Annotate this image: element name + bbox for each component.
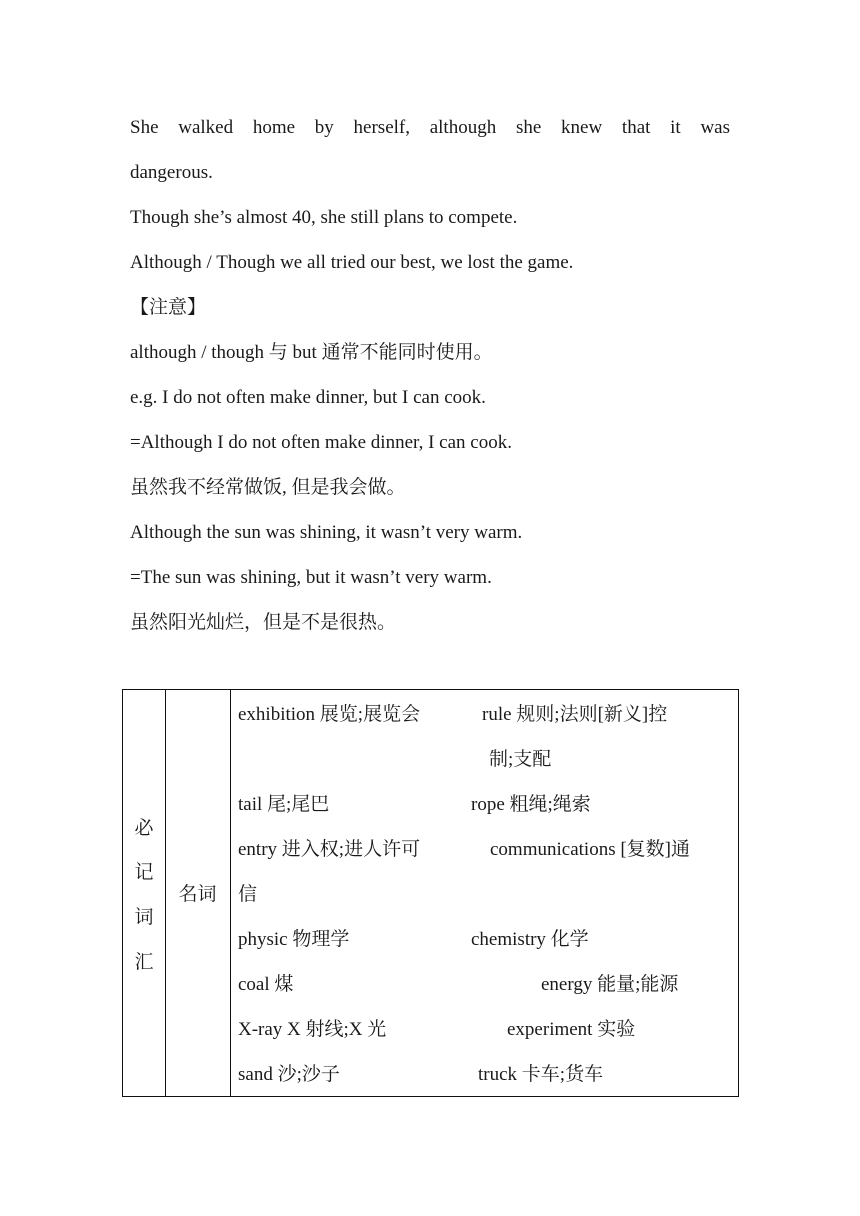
vocab-entry: X-ray X 射线;X 光 [238,1019,387,1040]
example-rewrite: =Although I do not often make dinner, I can cook. [130,432,512,453]
example-translation: 虽然阳光灿烂，但是不是很热。 [130,612,397,633]
category-char: 汇 [134,952,154,973]
vocab-table [122,689,739,1097]
vocab-entry: chemistry 化学 [471,929,589,950]
part-of-speech-label: 名词 [178,884,217,905]
vocab-entry: rope 粗绳;绳索 [471,794,591,815]
category-char: 记 [134,862,154,883]
note-rule: although / though 与 but 通常不能同时使用。 [130,342,493,363]
paragraph-line: dangerous. [130,162,213,183]
note-heading: 【注意】 [130,297,207,318]
vocab-entry: exhibition 展览;展览会 [238,704,421,725]
vocab-entry: sand 沙;沙子 [238,1064,340,1085]
paragraph-line: Though she’s almost 40, she still plans to compete. [130,207,518,228]
column-divider [230,690,231,1096]
vocab-entry: coal 煤 [238,974,294,995]
vocab-entry: communications [复数]通 [490,839,690,860]
example-sentence: Although the sun was shining, it wasn’t very warm. [130,522,523,543]
example-sentence: e.g. I do not often make dinner, but I can cook. [130,387,486,408]
example-translation: 虽然我不经常做饭, 但是我会做。 [130,477,406,498]
vocab-entry: energy 能量;能源 [541,974,679,995]
category-char: 词 [134,907,154,928]
example-rewrite: =The sun was shining, but it wasn’t very warm. [130,567,492,588]
vocab-entry: truck 卡车;货车 [478,1064,604,1085]
vocab-entry: experiment 实验 [507,1019,636,1040]
paragraph-line: Although / Though we all tried our best, we lost the game. [130,252,574,273]
vocab-entry: physic 物理学 [238,929,350,950]
vocab-entry: 制;支配 [489,749,552,770]
vocab-entry: tail 尾;尾巴 [238,794,330,815]
vocab-entry: entry 进入权;进人许可 [238,839,421,860]
vocab-entry: rule 规则;法则[新义]控 [482,704,668,725]
vocab-entry: 信 [238,884,258,905]
category-char: 必 [134,818,154,839]
paragraph-line: She walked home by herself, although she knew that it was [130,117,730,138]
